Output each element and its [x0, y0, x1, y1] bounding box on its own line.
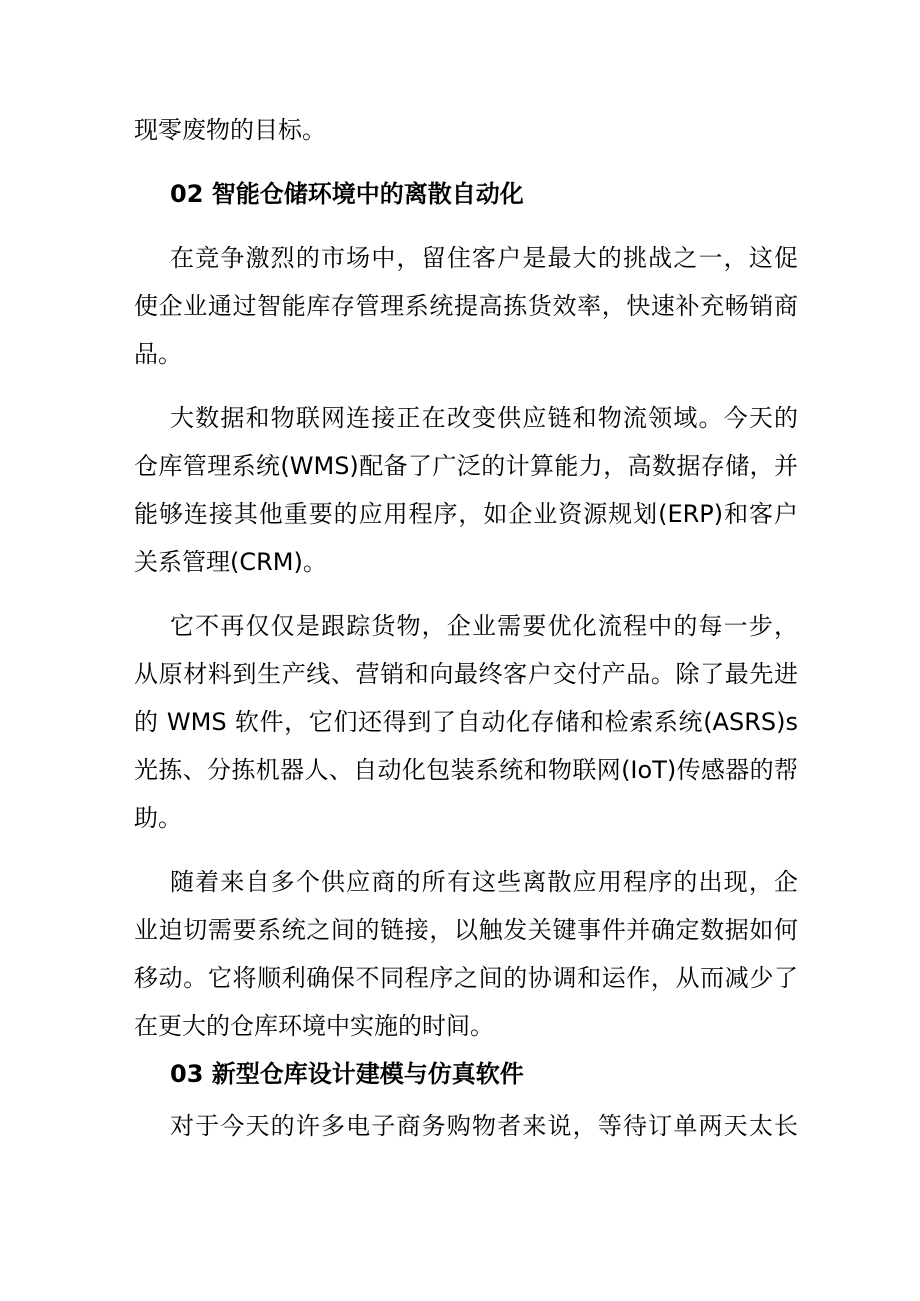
paragraph-line: 在竞争激烈的市场中，留住客户是最大的挑战之一，这促: [170, 244, 798, 272]
section-heading-02: 02 智能仓储环境中的离散自动化: [170, 180, 524, 208]
paragraph-continuation: 现零废物的目标。: [134, 116, 326, 144]
paragraph-line: 随着来自多个供应商的所有这些离散应用程序的出现，企: [170, 868, 798, 896]
paragraph-line: 对于今天的许多电子商务购物者来说，等待订单两天太长: [170, 1112, 798, 1140]
paragraph-line: 业迫切需要系统之间的链接，以触发关键事件并确定数据如何: [134, 916, 798, 944]
paragraph-line: 光拣、分拣机器人、自动化包装系统和物联网(IoT)传感器的帮: [134, 756, 798, 784]
paragraph-line: 助。: [134, 804, 182, 832]
paragraph-line: 关系管理(CRM)。: [134, 548, 327, 576]
paragraph-line: 移动。它将顺利确保不同程序之间的协调和运作，从而减少了: [134, 964, 798, 992]
paragraph-line: 在更大的仓库环境中实施的时间。: [134, 1012, 494, 1040]
paragraph-line: 大数据和物联网连接正在改变供应链和物流领域。今天的: [170, 404, 798, 432]
paragraph-line: 能够连接其他重要的应用程序，如企业资源规划(ERP)和客户: [134, 500, 798, 528]
paragraph-line: 的 WMS 软件，它们还得到了自动化存储和检索系统(ASRS)s: [134, 708, 798, 736]
paragraph-line: 品。: [134, 340, 182, 368]
paragraph-line: 它不再仅仅是跟踪货物，企业需要优化流程中的每一步，: [170, 612, 798, 640]
paragraph-line: 使企业通过智能库存管理系统提高拣货效率，快速补充畅销商: [134, 292, 798, 320]
paragraph-line: 从原材料到生产线、营销和向最终客户交付产品。除了最先进: [134, 660, 798, 688]
paragraph-line: 仓库管理系统(WMS)配备了广泛的计算能力，高数据存储，并: [134, 452, 798, 480]
section-heading-03: 03 新型仓库设计建模与仿真软件: [170, 1060, 524, 1088]
